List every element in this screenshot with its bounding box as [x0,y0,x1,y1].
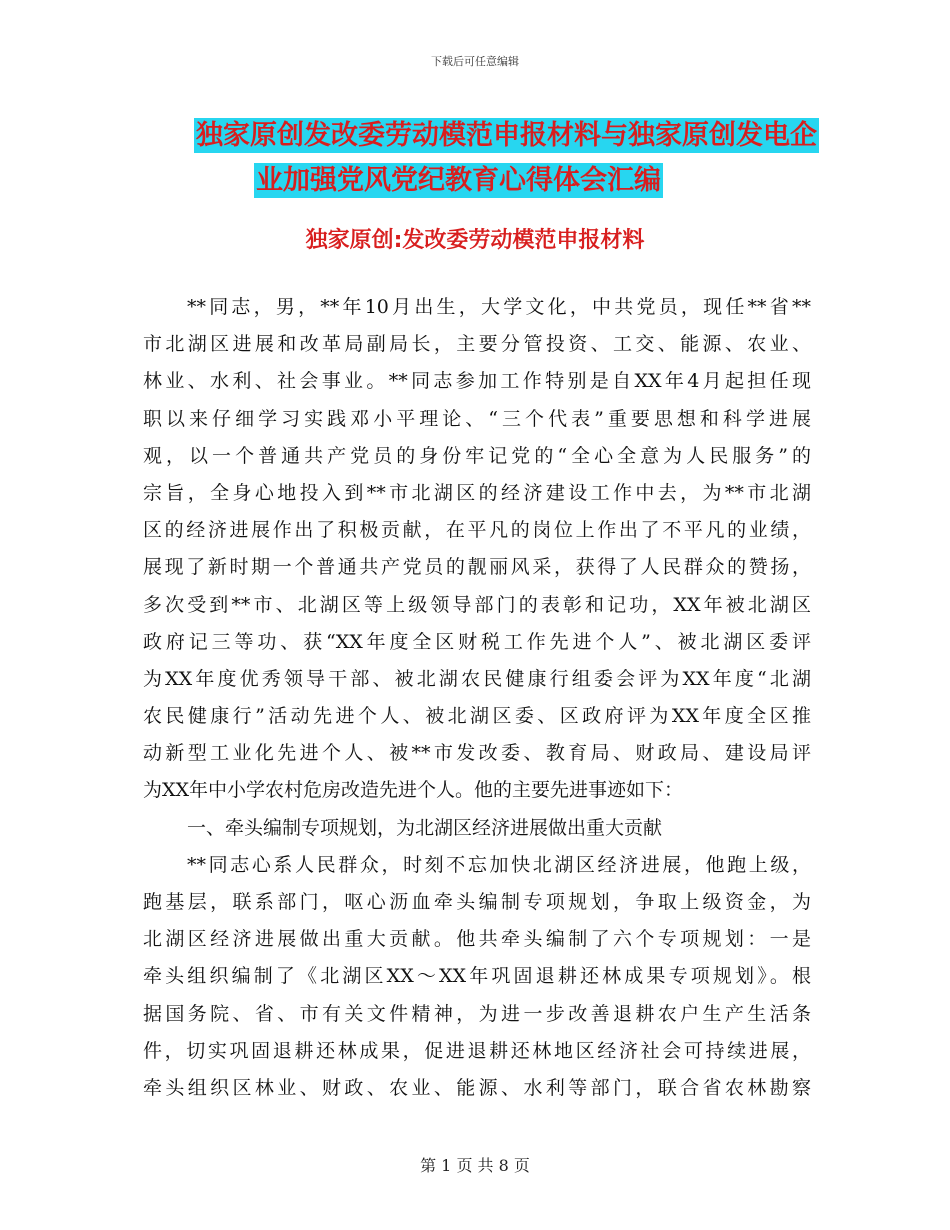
text-line: 据国务院、省、市有关文件精神，为进一步改善退耕农户生产生活条 [143,1002,811,1025]
text-line: 动新型工业化先进个人、被**市发改委、教育局、财政局、建设局评 [143,742,811,765]
text-line: 多次受到**市、北湖区等上级领导部门的表彰和记功，XX年被北湖区 [143,593,811,616]
text-line: 农民健康行”活动先进个人、被北湖区委、区政府评为XX年度全区推 [143,705,811,728]
text-line: 跑基层，联系部门，呕心沥血牵头编制专项规划，争取上级资金，为 [143,891,811,913]
section-heading: 一、牵头编制专项规划，为北湖区经济进展做出重大贡献 [187,816,663,839]
text-line: 政府记三等功、获“XX年度全区财税工作先进个人”、被北湖区委评 [143,630,811,653]
title-highlight-1: 独家原创发改委劳动模范申报材料与独家原创发电企 [196,120,817,151]
text-line: 宗旨，全身心地投入到**市北湖区的经济建设工作中去，为**市北湖 [143,481,811,504]
text-line: 北湖区经济进展做出重大贡献。他共牵头编制了六个专项规划：一是 [143,928,811,951]
header-note: 下载后可任意编辑 [431,55,519,68]
text-line: 展现了新时期一个普通共产党员的靓丽风采，获得了人民群众的赞扬， [143,556,811,579]
text-line: 林业、水利、社会事业。**同志参加工作特别是自XX年4月起担任现 [143,370,811,393]
document-title-line-1 [0,113,950,152]
text-line: 职以来仔细学习实践邓小平理论、“三个代表”重要思想和科学进展 [143,407,811,430]
page-footer: 第 1 页 共 8 页 [420,1156,530,1175]
text-line: **同志心系人民群众，时刻不忘加快北湖区经济进展，他跑上级， [187,853,811,876]
body-text [143,289,811,1107]
document-title-line-2 [0,158,950,197]
text-line: 市北湖区进展和改革局副局长，主要分管投资、工交、能源、农业、 [143,333,811,356]
text-line: 牵头组织区林业、财政、农业、能源、水利等部门，联合省农林勘察 [143,1076,811,1099]
title-highlight-2: 业加强党风党纪教育心得体会汇编 [256,165,661,196]
text-line: 件，切实巩固退耕还林成果，促进退耕还林地区经济社会可持续进展， [143,1039,811,1062]
text-line: 为XX年度优秀领导干部、被北湖农民健康行组委会评为XX年度“北湖 [143,667,811,690]
text-line: **同志，男，**年10月出生，大学文化，中共党员，现任**省** [187,296,811,318]
text-line: 观，以一个普通共产党员的身份牢记党的“全心全意为人民服务”的 [143,444,811,467]
text-line: 牵头组织编制了《北湖区XX～XX年巩固退耕还林成果专项规划》。根 [143,965,811,988]
section-subtitle: 独家原创:发改委劳动模范申报材料 [305,228,645,253]
text-line: 为XX年中小学农村危房改造先进个人。他的主要先进事迹如下： [143,779,684,802]
text-line: 区的经济进展作出了积极贡献，在平凡的岗位上作出了不平凡的业绩， [143,519,811,542]
